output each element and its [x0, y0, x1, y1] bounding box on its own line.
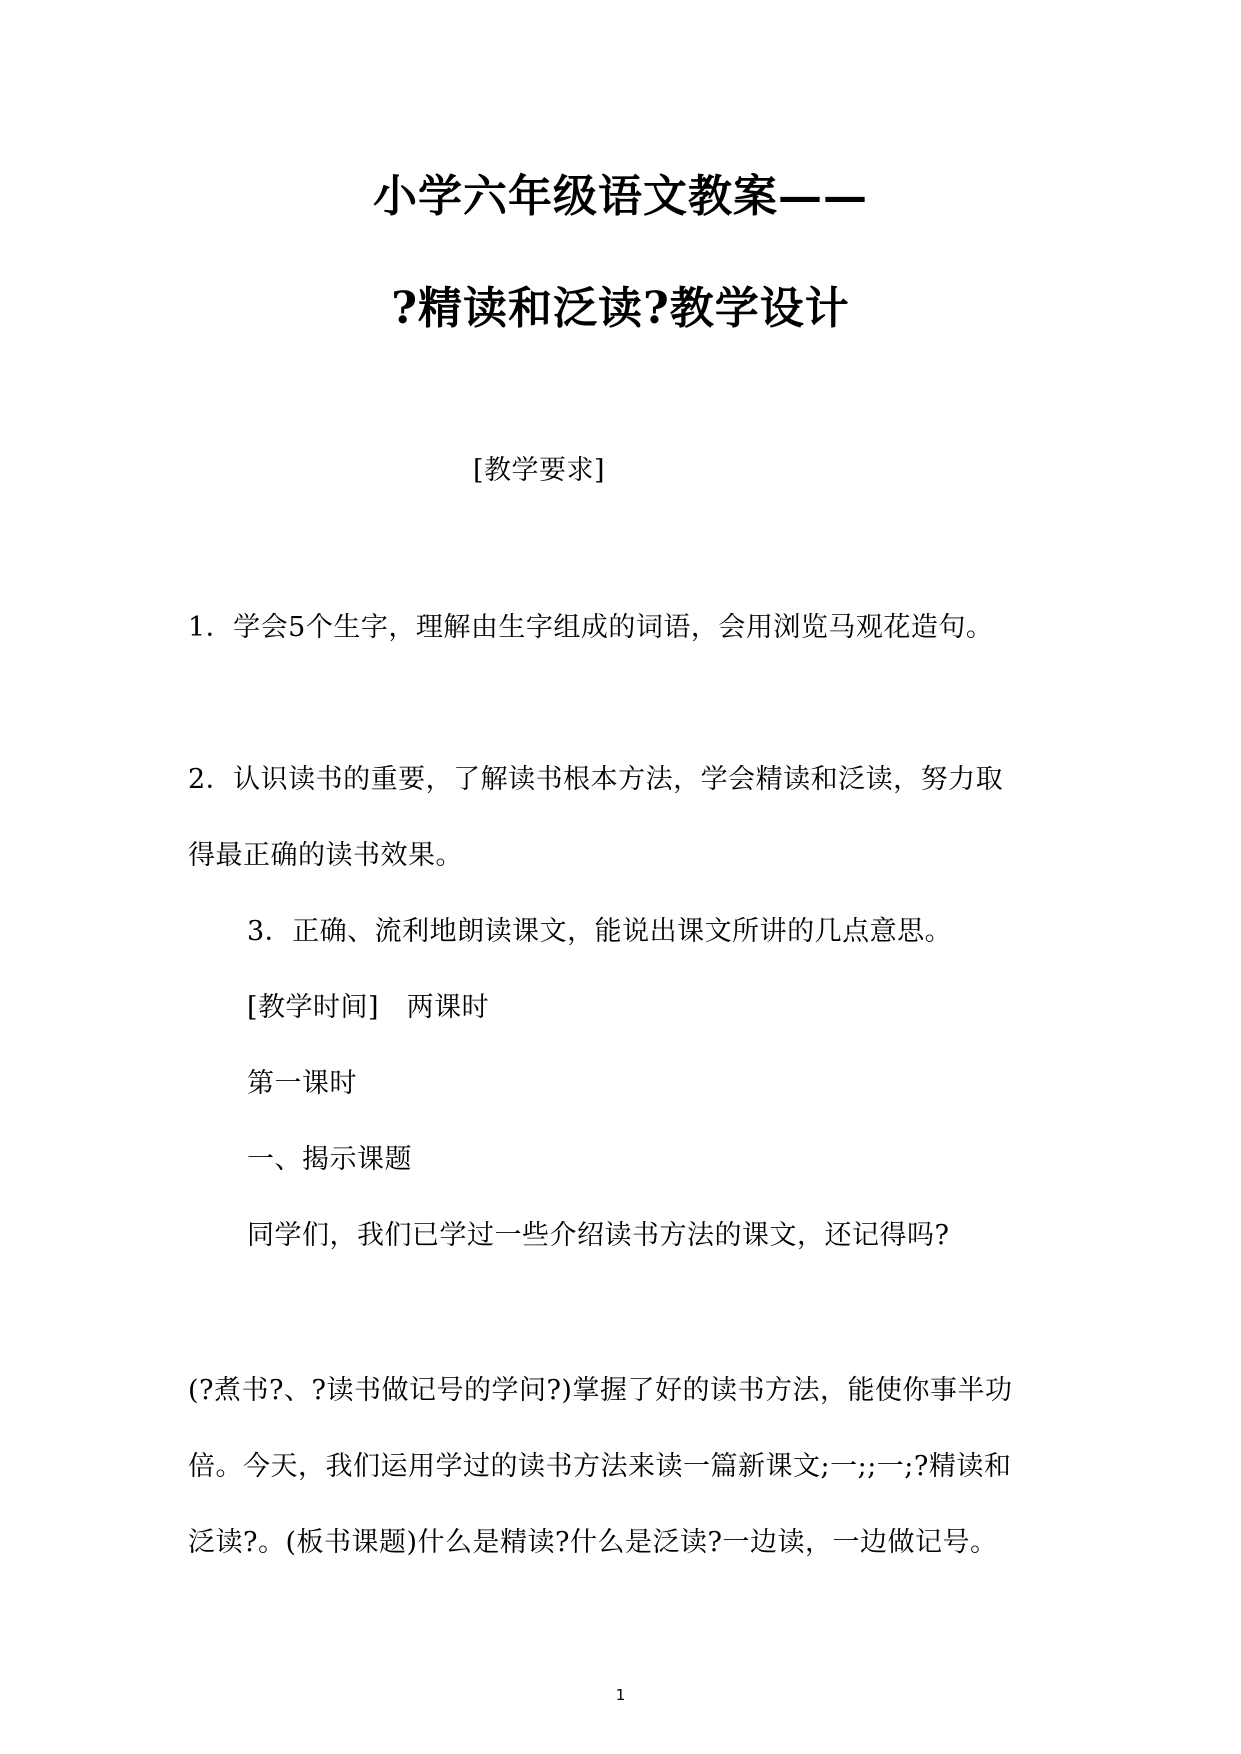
teaching-time: [教学时间] 两课时: [247, 992, 490, 1023]
paragraph-2-line-1: (?煮书?、?读书做记号的学问?)掌握了好的读书方法，能使你事半功: [188, 1375, 1013, 1406]
paragraph-1: 同学们，我们已学过一些介绍读书方法的课文，还记得吗?: [247, 1220, 950, 1251]
document-title-line-1: 小学六年级语文教案——: [373, 171, 868, 222]
paragraph-2-line-2: 倍。今天，我们运用学过的读书方法来读一篇新课文;一;;一;?精读和: [188, 1451, 1012, 1482]
paragraph-2-line-3: 泛读?。(板书课题)什么是精读?什么是泛读?一边读，一边做记号。: [188, 1527, 998, 1558]
lesson-one-heading: 第一课时: [247, 1068, 357, 1099]
requirement-3: 3．正确、流利地朗读课文，能说出课文所讲的几点意思。: [247, 916, 953, 947]
requirement-2-line-2: 得最正确的读书效果。: [188, 840, 463, 871]
requirement-2-line-1: 2．认识读书的重要，了解读书根本方法，学会精读和泛读，努力取: [188, 764, 1004, 795]
section-heading-requirements: [教学要求]: [473, 455, 606, 486]
part-one-heading: 一、揭示课题: [247, 1144, 412, 1175]
requirement-1: 1．学会5个生字，理解由生字组成的词语，会用浏览马观花造句。: [188, 612, 994, 643]
page-number: 1: [615, 1686, 626, 1704]
document-title-line-2: ?精读和泛读?教学设计: [391, 283, 850, 334]
